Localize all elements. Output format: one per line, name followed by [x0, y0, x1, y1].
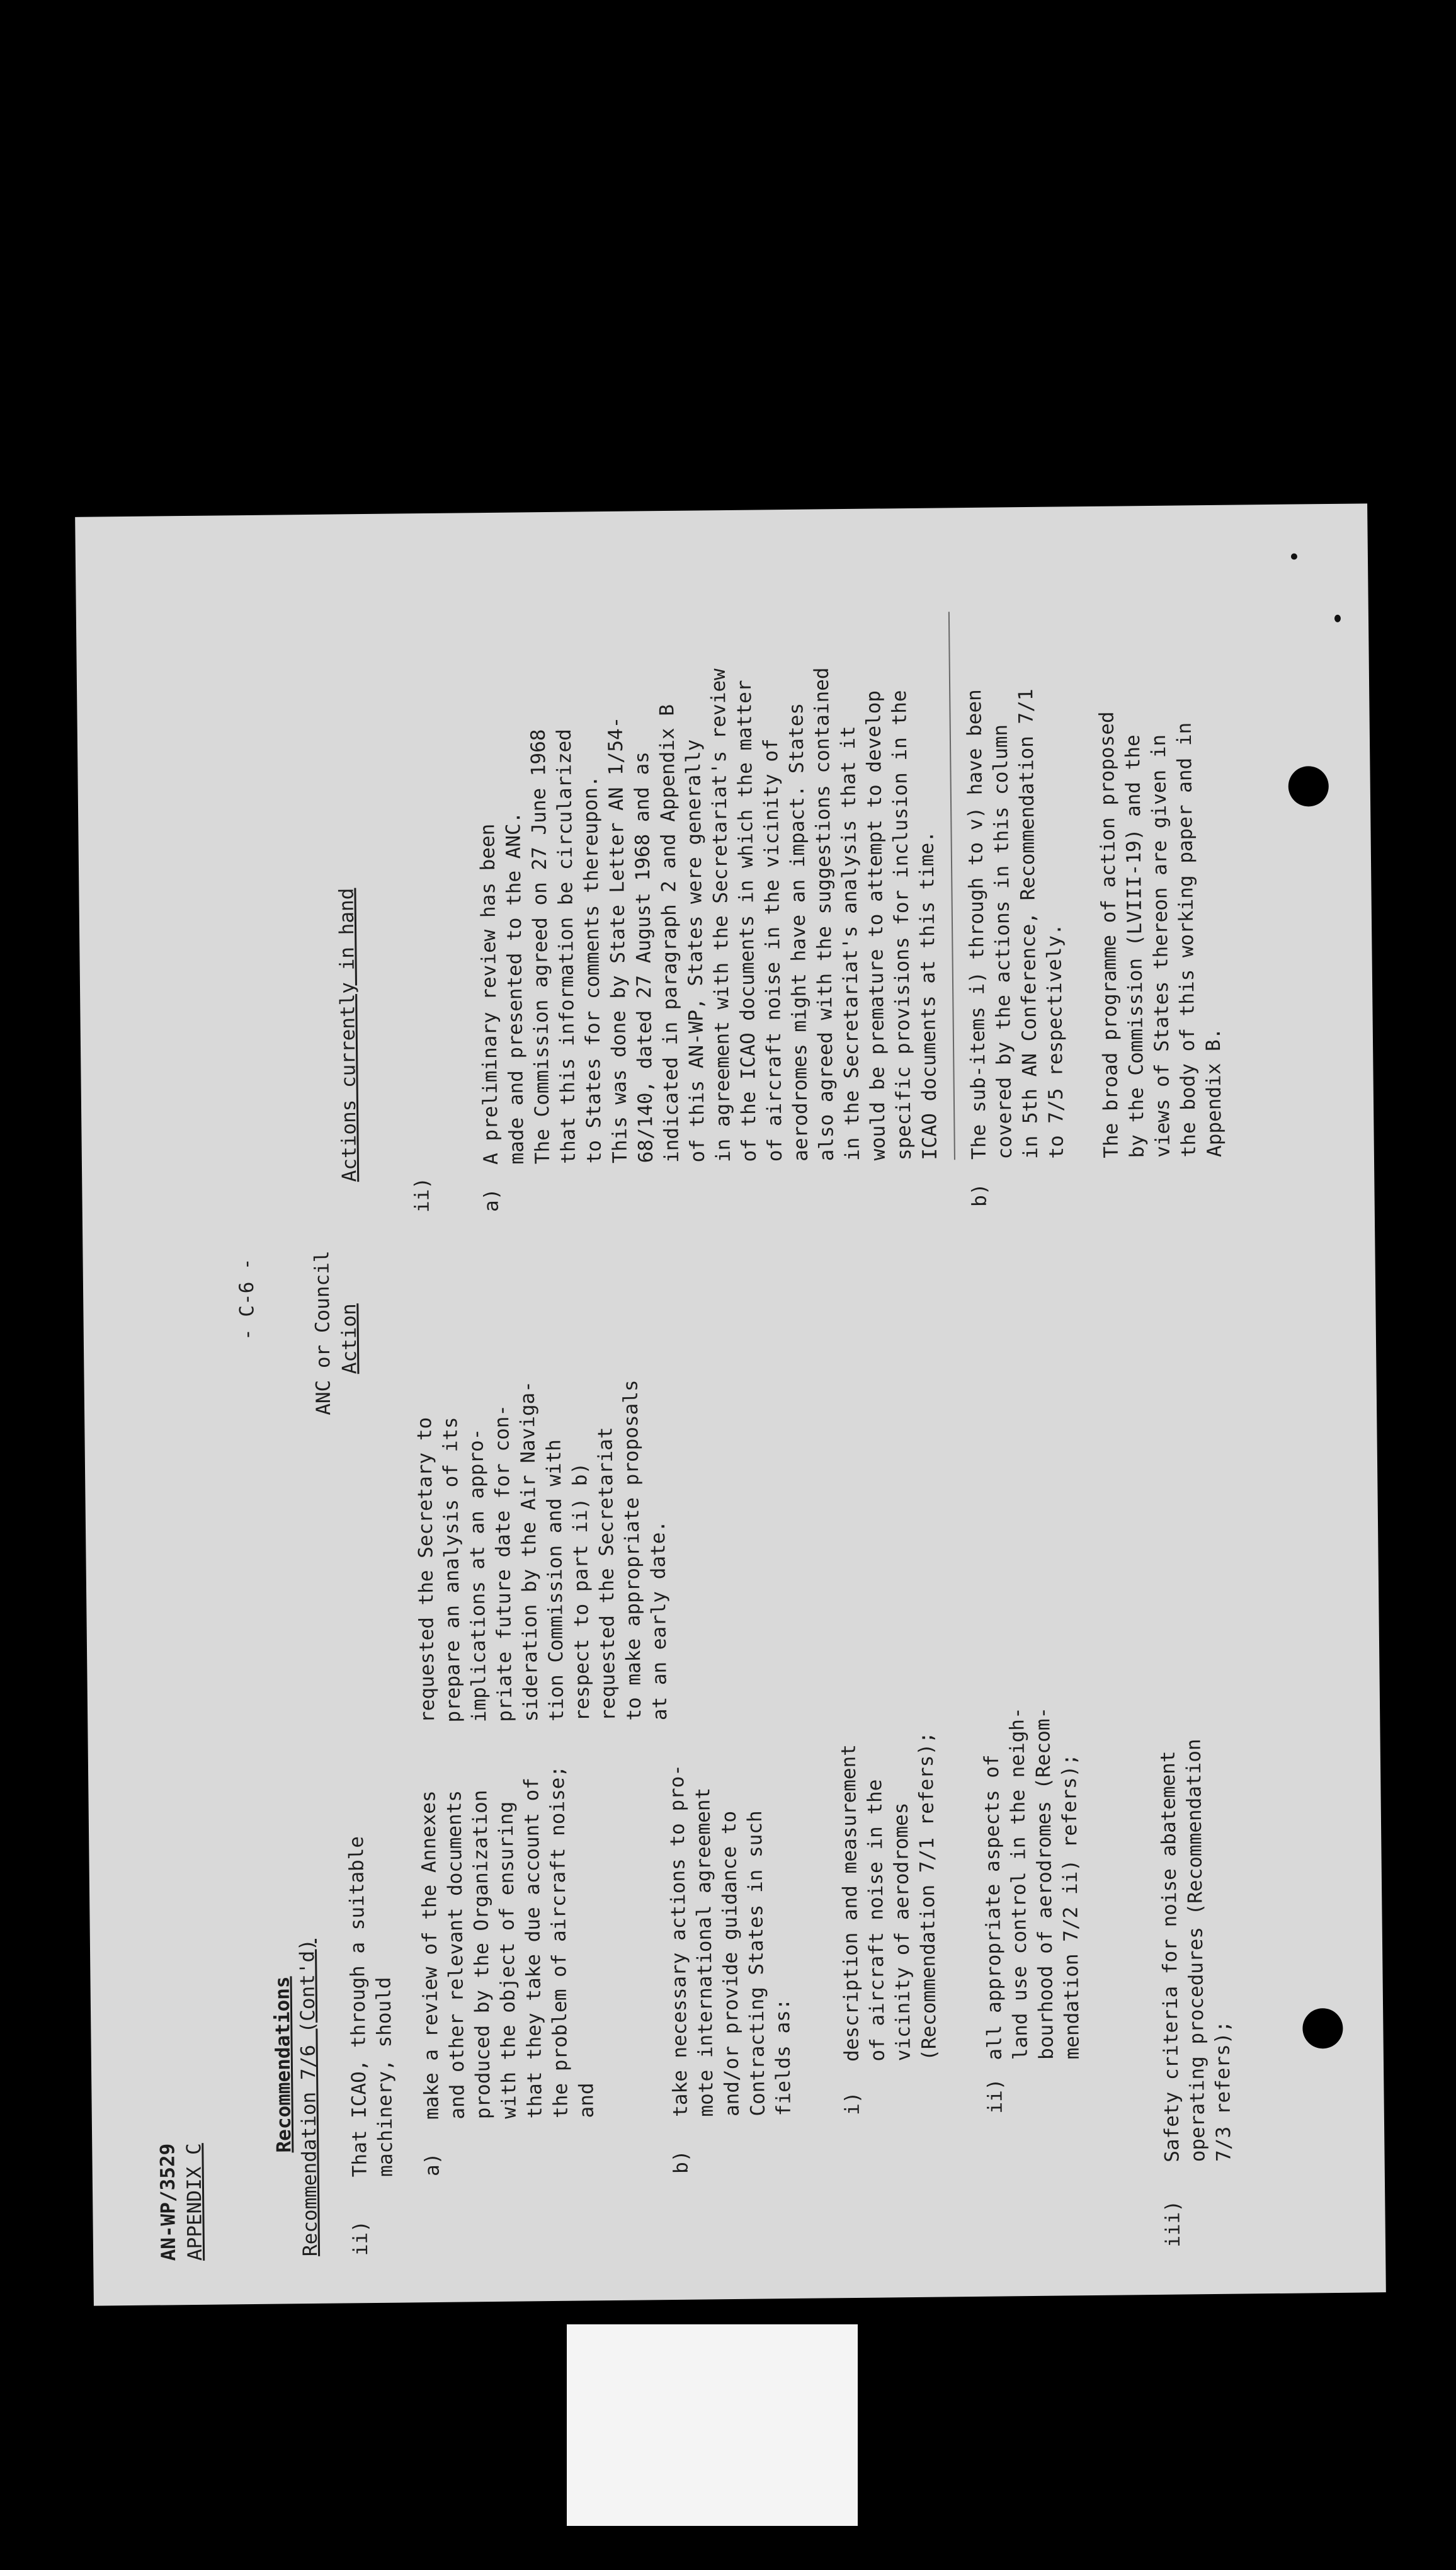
item-b-ii-label: ii): [984, 2078, 1007, 2114]
actions-in-hand-heading: Actions currently in hand: [335, 888, 361, 1182]
item-b-iii-text: Safety criteria for noise abatement operating procedures (Recommendation 7/3 refers);: [1156, 1739, 1236, 2162]
page-number: - C-6 -: [235, 1258, 259, 1341]
action-a-label: a): [480, 1188, 503, 1213]
action-b-label: b): [968, 1183, 991, 1208]
blank-card: [567, 2324, 858, 2526]
recommendation-title: Recommendation 7/6 (Cont'd): [295, 1938, 322, 2257]
item-b-iii-label: iii): [1161, 2200, 1185, 2247]
anc-action-ii-label: ii): [411, 1177, 434, 1213]
anc-action-text: requested the Secretary to prepare an analysis of its implications at an appro- priate future date for con- sideration by the Air Naviga- tion Commission and with respect to part ii) b) requested the Secretariat to make appropriate proposals at an early date.: [413, 1379, 672, 1723]
item-a-text: make a review of the Annexes and other relevant documents produced by the Organization with the object of ensuring that they take due account of the problem of aircraft noise; and: [417, 1765, 598, 2120]
action-b-text: The sub-items i) through to v) have been covered by the actions in this column in 5th AN Conference, Recommendation 7/1 to 7/5 respectively.: [963, 688, 1068, 1160]
action-b-paragraph-2: The broad programme of action proposed by the Commission (LVIII-19) and the views of States thereon are given in the body of this working paper and in Appendix B.: [1095, 711, 1226, 1158]
ink-mark: [1334, 615, 1341, 622]
item-a-label: a): [421, 2152, 444, 2177]
rotated-page-content: [113, 554, 1328, 2280]
item-ii-number: ii): [349, 2220, 373, 2256]
doc-reference: AN-WP/3529: [156, 2143, 181, 2261]
anc-action-heading-line2: Action: [338, 1303, 361, 1374]
item-b-label: b): [669, 2150, 693, 2174]
item-b-i-label: i): [841, 2091, 864, 2116]
action-a-text: A preliminary review has been made and presented to the ANC. The Commission agreed on 27 June 1968 that this information be circularized to States for comments thereupon. This was done by State Letter AN 1/54- 68/140, dated 27 August 1968 and as indicated in paragraph 2 and Appendix B of this AN-WP, States were generally in agreement with the Secretariat's review of the ICAO documents in which the matter of aircraft noise in the vicinity of aerodromes might have an impact. States also agreed with the suggestions contained in the Secretariat's analysis that it would be premature to attempt to develop specific provisions for inclusion in the ICAO documents at this time.: [476, 667, 941, 1165]
item-b-ii-text: all appropriate aspects of land use control in the neigh- bourhood of aerodromes (Recom- mendation 7/2 ii) refers);: [980, 1706, 1084, 2060]
anc-action-heading-line1: ANC or Council: [310, 1250, 336, 1415]
item-b-i-text: description and measurement of aircraft noise in the vicinity of aerodromes (Recommendation 7/1 refers);: [837, 1731, 941, 2062]
item-b-text: take necessary actions to pro- mote international agreement and/or provide guidance to Contracting States in such fields as:: [665, 1764, 795, 2118]
section-divider: [948, 612, 955, 1160]
document-page: [75, 503, 1386, 2305]
item-ii-text: That ICAO, through a suitable machinery, should: [345, 1836, 397, 2178]
recommendations-heading: Recommendations: [271, 1976, 296, 2153]
appendix-label: APPENDIX C: [183, 2143, 207, 2261]
